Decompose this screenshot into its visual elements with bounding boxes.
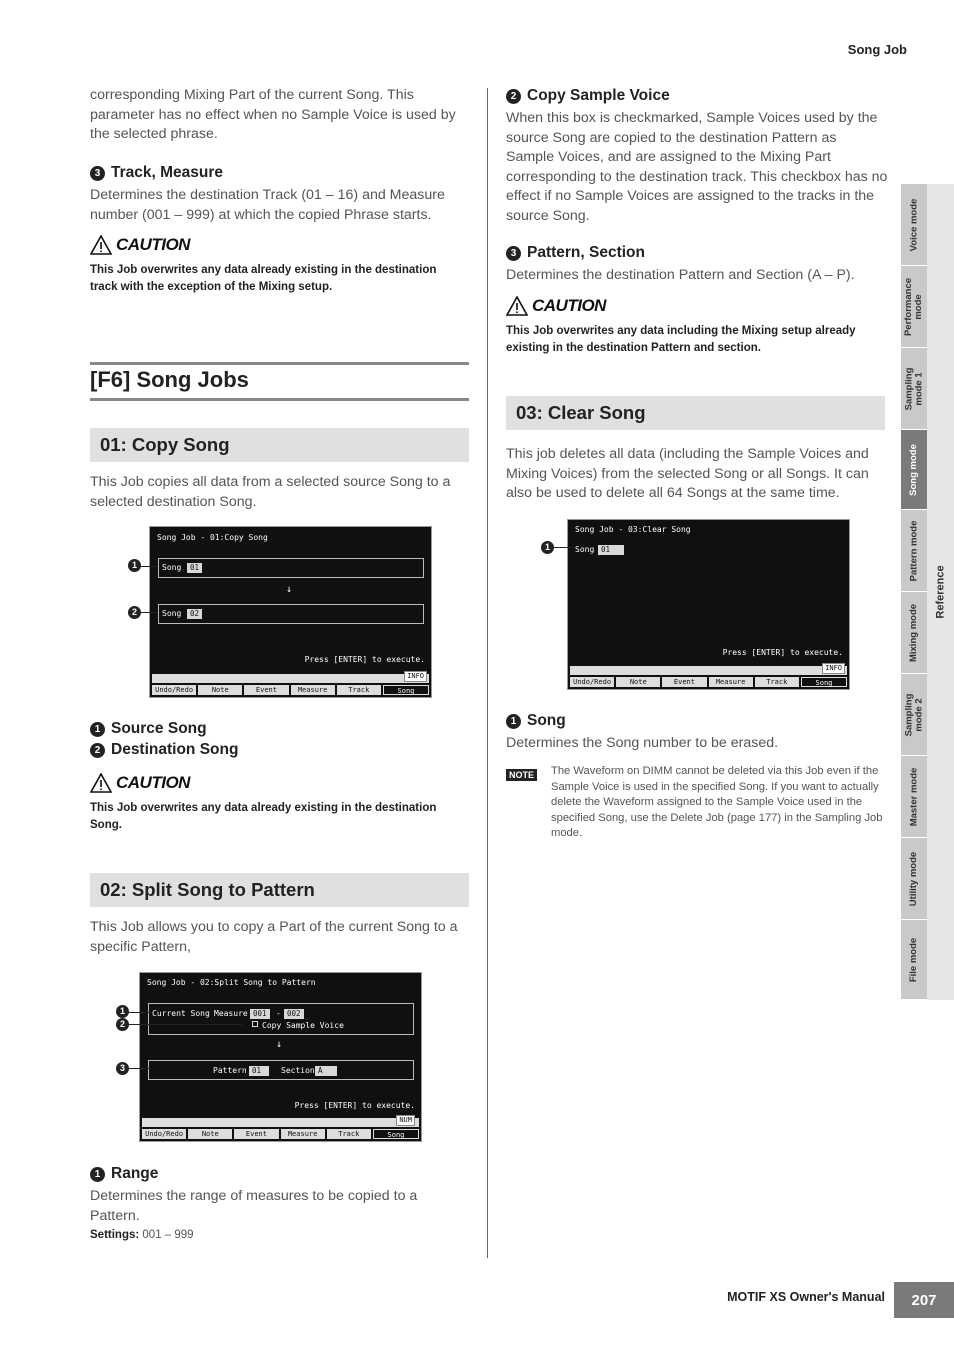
arrow-down-icon: ↓ — [276, 1039, 283, 1050]
reference-strip — [927, 184, 954, 1000]
destination-song-value[interactable]: 02 — [187, 609, 202, 619]
copy-sample-checkbox[interactable] — [252, 1021, 258, 1027]
song-heading — [506, 712, 566, 730]
callout-number-icon: 1 — [90, 722, 105, 737]
caution-text: This Job overwrites any data already existing in the destination Song. — [90, 802, 437, 831]
pattern-section-heading — [506, 244, 645, 262]
source-song-title: Source Song — [111, 720, 207, 737]
arrow-down-icon: ↓ — [286, 584, 293, 595]
destination-box — [148, 1060, 414, 1080]
tab-measure[interactable]: Measure — [281, 1129, 325, 1139]
tab-event[interactable]: Event — [662, 677, 706, 687]
tab-measure[interactable]: Measure — [291, 685, 335, 695]
page-title: [F6] Song Jobs — [90, 367, 249, 392]
range-body: Determines the range of measures to be copied to a Pattern. — [90, 1188, 418, 1224]
note-icon — [506, 765, 537, 783]
copy-sample-label: Copy Sample Voice — [262, 1021, 344, 1030]
callout-1-icon: 1 — [116, 1005, 129, 1018]
settings-value: 001 – 999 — [142, 1229, 194, 1241]
song-label: Song — [575, 545, 595, 554]
copy-sample-body: When this box is checkmarked, Sample Voices used by the source Song are copied to the destination Pattern as Sample Voices, and are assigned to the Mixing Part corresponding to the destination track. This checkbox has no effect if no Sample Voices are assigned to the tracks in the source Song. — [506, 110, 888, 224]
callout-2-icon: 2 — [128, 606, 141, 619]
song-body: Determines the Song number to be erased. — [506, 735, 779, 751]
section-heading-split-song: 02: Split Song to Pattern — [90, 873, 469, 907]
screen-tab-bar — [152, 685, 429, 695]
side-tab-sampling-mode-2[interactable]: Sampling mode 2 — [901, 674, 927, 756]
side-tab-voice-mode[interactable]: Voice mode — [901, 184, 927, 266]
page-number: 207 — [894, 1282, 954, 1318]
measure-to-value[interactable]: 002 — [284, 1009, 304, 1019]
tab-song[interactable]: Song — [373, 1129, 419, 1139]
tab-track[interactable]: Track — [327, 1129, 371, 1139]
caution-heading — [90, 235, 190, 255]
callout-number-icon: 2 — [506, 89, 521, 104]
range-title: Range — [111, 1165, 159, 1182]
side-tab-master-mode[interactable]: Master mode — [901, 756, 927, 838]
warning-triangle-icon — [506, 296, 528, 316]
range-heading — [90, 1165, 158, 1183]
side-tab-song-mode[interactable]: Song mode — [901, 430, 927, 510]
screen-status-bar — [142, 1118, 419, 1127]
section-value[interactable]: A — [315, 1066, 337, 1076]
caution-heading — [90, 773, 190, 793]
callout-line — [554, 547, 574, 548]
destination-song-title: Destination Song — [111, 741, 239, 758]
callout-3-icon: 3 — [116, 1062, 129, 1075]
track-measure-title: Track, Measure — [111, 164, 224, 181]
screen-tab-bar — [570, 677, 847, 687]
source-song-label: Song — [162, 563, 182, 572]
measure-label: Measure — [214, 1009, 248, 1018]
screen-title: Song Job - 01:Copy Song — [157, 533, 268, 542]
callout-line — [141, 566, 158, 567]
callout-2-icon: 2 — [116, 1018, 129, 1031]
info-badge: INFO — [822, 663, 845, 674]
callout-1-icon: 1 — [128, 559, 141, 572]
note-label: NOTE — [506, 769, 537, 781]
section-label: Section — [281, 1066, 315, 1075]
screen-status-bar — [152, 674, 429, 683]
range-box — [148, 1003, 414, 1035]
tab-event[interactable]: Event — [244, 685, 288, 695]
copy-sample-heading — [506, 87, 670, 105]
side-tab-utility-mode[interactable]: Utility mode — [901, 838, 927, 920]
copy-song-body: This Job copies all data from a selected source Song to a selected destination Song. — [90, 474, 451, 510]
measure-dash: - — [276, 1009, 281, 1018]
tab-measure[interactable]: Measure — [709, 677, 753, 687]
note-text: The Waveform on DIMM cannot be deleted via this Job even if the Sample Voice is used in the specified Song. If you want to actually delete the Waveform assigned to the Sample Voice used in the specified Song, use the Delete Job (page 177) in the Sampling Job mode. — [551, 765, 883, 839]
tab-undo-redo[interactable]: Undo/Redo — [152, 685, 196, 695]
side-tab-file-mode[interactable]: File mode — [901, 920, 927, 1000]
destination-song-row — [158, 604, 424, 624]
side-tab-mixing-mode[interactable]: Mixing mode — [901, 592, 927, 674]
split-song-screen — [139, 972, 422, 1142]
manual-title: MOTIF XS Owner's Manual — [727, 1290, 885, 1304]
destination-song-heading — [90, 741, 238, 759]
press-enter-text: Press [ENTER] to execute. — [722, 648, 843, 657]
caution-heading — [506, 296, 606, 316]
section-heading-copy-song: 01: Copy Song — [90, 428, 469, 462]
running-header: Song Job — [847, 42, 907, 57]
side-tab-sampling-mode-1[interactable]: Sampling mode 1 — [901, 348, 927, 430]
tab-note[interactable]: Note — [188, 1129, 232, 1139]
tab-track[interactable]: Track — [337, 685, 381, 695]
caution-label: CAUTION — [116, 773, 190, 792]
source-song-value[interactable]: 01 — [187, 563, 202, 573]
callout-line — [129, 1012, 151, 1013]
screen-status-bar — [570, 666, 847, 675]
pattern-label: Pattern — [213, 1066, 247, 1075]
pattern-value[interactable]: 01 — [249, 1066, 269, 1076]
warning-triangle-icon — [90, 235, 112, 255]
callout-line — [141, 612, 158, 613]
press-enter-text: Press [ENTER] to execute. — [304, 655, 425, 664]
tab-undo-redo[interactable]: Undo/Redo — [570, 677, 614, 687]
callout-number-icon: 2 — [90, 743, 105, 758]
copy-sample-title: Copy Sample Voice — [527, 87, 670, 104]
caution-label: CAUTION — [116, 235, 190, 254]
callout-line — [129, 1024, 242, 1025]
info-badge: NUM — [396, 1115, 415, 1126]
current-song-label: Current Song — [152, 1009, 210, 1018]
song-title: Song — [527, 712, 566, 729]
clear-song-screen — [567, 519, 850, 690]
press-enter-text: Press [ENTER] to execute. — [294, 1101, 415, 1110]
split-song-body: This Job allows you to copy a Part of the current Song to a specific Pattern, — [90, 919, 458, 955]
callout-number-icon: 1 — [90, 1167, 105, 1182]
measure-from-value[interactable]: 001 — [250, 1009, 270, 1019]
track-measure-heading — [90, 164, 223, 182]
column-divider — [487, 88, 488, 1258]
source-song-row — [158, 558, 424, 578]
side-tab-performance-mode[interactable]: Performance mode — [901, 266, 927, 348]
range-settings — [90, 1229, 194, 1241]
track-measure-body: Determines the destination Track (01 – 16) and Measure number (001 – 999) at which the copied Phrase starts. — [90, 187, 445, 223]
tab-note[interactable]: Note — [616, 677, 660, 687]
warning-triangle-icon — [90, 773, 112, 793]
side-tab-pattern-mode[interactable]: Pattern mode — [901, 510, 927, 592]
settings-label: Settings: — [90, 1229, 140, 1241]
heading-rule-bottom — [90, 398, 469, 401]
tab-song[interactable]: Song — [801, 677, 847, 687]
clear-song-body: This job deletes all data (including the Sample Voices and Mixing Voices) from the selected Song or all Songs. It can also be used to delete all 64 Songs at the same time. — [506, 446, 869, 501]
source-song-heading — [90, 720, 207, 738]
caution-text: This Job overwrites any data including the Mixing setup already existing in the destination Pattern and section. — [506, 325, 856, 354]
tab-track[interactable]: Track — [755, 677, 799, 687]
callout-number-icon: 3 — [506, 246, 521, 261]
song-value[interactable]: 01 — [598, 545, 624, 555]
reference-label: Reference — [934, 565, 947, 619]
tab-undo-redo[interactable]: Undo/Redo — [142, 1129, 186, 1139]
caution-text: This Job overwrites any data already existing in the destination track with the exception of the Mixing setup. — [90, 264, 437, 293]
pattern-section-body: Determines the destination Pattern and Section (A – P). — [506, 267, 855, 283]
screen-title: Song Job - 03:Clear Song — [575, 525, 691, 534]
callout-1-icon: 1 — [541, 541, 554, 554]
screen-title: Song Job - 02:Split Song to Pattern — [147, 978, 316, 987]
info-badge: INFO — [404, 671, 427, 682]
copy-song-screen — [149, 526, 432, 698]
heading-rule-top — [90, 362, 469, 365]
pattern-section-title: Pattern, Section — [527, 244, 645, 261]
tab-note[interactable]: Note — [198, 685, 242, 695]
destination-song-label: Song — [162, 609, 182, 618]
intro-paragraph: corresponding Mixing Part of the current Song. This parameter has no effect when no Sample Voice is used by the selected phrase. — [90, 87, 456, 142]
callout-number-icon: 3 — [90, 166, 105, 181]
caution-label: CAUTION — [532, 296, 606, 315]
callout-line — [129, 1068, 151, 1069]
tab-event[interactable]: Event — [234, 1129, 278, 1139]
tab-song[interactable]: Song — [383, 685, 429, 695]
screen-tab-bar — [142, 1129, 419, 1139]
section-heading-clear-song: 03: Clear Song — [506, 396, 885, 430]
callout-number-icon: 1 — [506, 714, 521, 729]
